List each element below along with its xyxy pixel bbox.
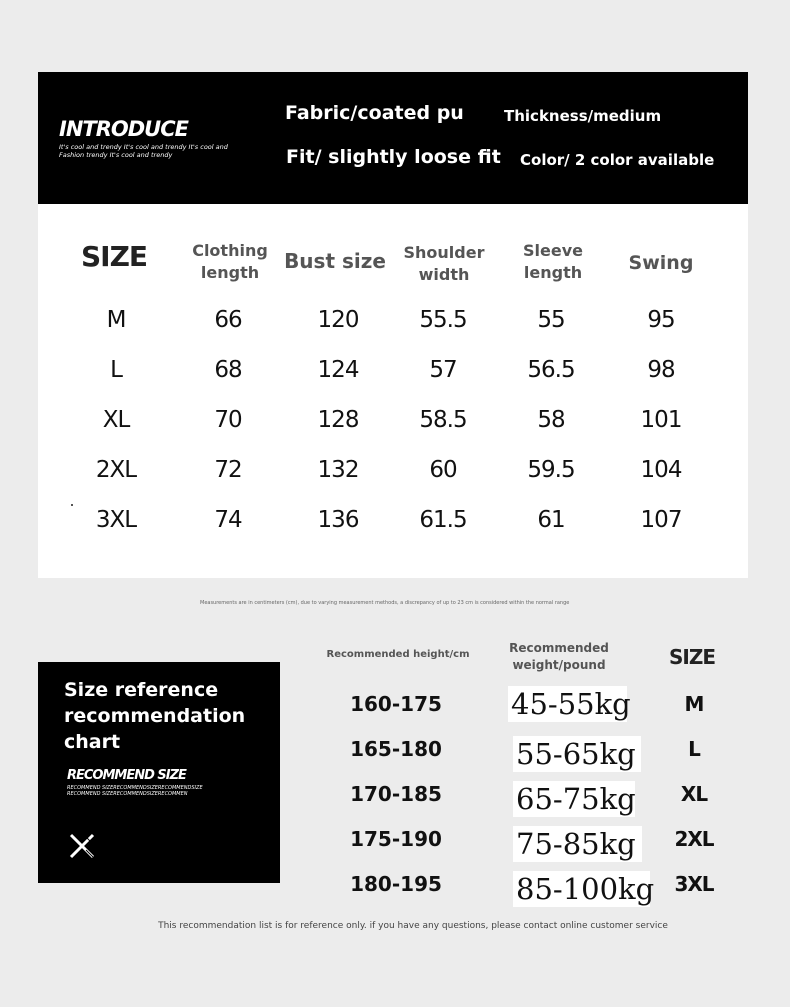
table-cell: 2XL bbox=[95, 457, 137, 483]
color-spec: Color/ 2 color available bbox=[520, 151, 715, 169]
rec-size-value: 3XL bbox=[674, 872, 714, 896]
table-cell: 70 bbox=[214, 407, 242, 433]
table-cell: 95 bbox=[647, 307, 675, 333]
bust-size-header: Bust size bbox=[284, 249, 386, 273]
rec-card-title: Size reference recommendation chart bbox=[64, 679, 246, 753]
size-header: SIZE bbox=[80, 240, 148, 273]
table-cell: 61 bbox=[537, 507, 565, 533]
table-cell: 58 bbox=[537, 407, 565, 433]
size-table bbox=[38, 204, 748, 578]
rec-height-value: 175-190 bbox=[350, 827, 442, 851]
table-cell: 61.5 bbox=[419, 507, 467, 533]
fabric-spec: Fabric/coated pu bbox=[285, 102, 464, 124]
rec-height-value: 180-195 bbox=[350, 872, 442, 896]
measurement-note: Measurements are in centimeters (cm), due to varying measurement methods, a discrepancy of up to 23 cm is considered within the normal range bbox=[200, 600, 570, 606]
clothing-length-header: Clothing length bbox=[192, 241, 268, 282]
rec-weight-value: 85-100kg bbox=[513, 871, 650, 907]
table-cell: 120 bbox=[317, 307, 359, 333]
rec-size-header: SIZE bbox=[668, 645, 716, 669]
table-cell: 107 bbox=[640, 507, 682, 533]
table-cell: M bbox=[106, 307, 126, 333]
rec-weight-value: 65-75kg bbox=[513, 781, 635, 817]
rec-height-header: Recommended height/cm bbox=[326, 649, 470, 660]
fit-spec: Fit/ slightly loose fit bbox=[286, 146, 501, 168]
rec-height-value: 165-180 bbox=[350, 737, 442, 761]
rec-card-tiny-text: RECOMMEND SIZERECOMMENDSIZERECOMMENDSIZE RECOMMEND SIZERECOMMENDSIZERECOMMEN bbox=[67, 785, 203, 797]
table-cell: L bbox=[110, 357, 122, 383]
recommendation-card bbox=[38, 662, 280, 883]
table-cell: 124 bbox=[317, 357, 359, 383]
rec-weight-header: Recommended weight/pound bbox=[509, 641, 609, 672]
intro-header bbox=[38, 72, 748, 204]
rec-height-value: 170-185 bbox=[350, 782, 442, 806]
table-cell: 132 bbox=[317, 457, 359, 483]
table-cell: XL bbox=[102, 407, 130, 433]
rec-height-value: 160-175 bbox=[350, 692, 442, 716]
table-cell: 98 bbox=[647, 357, 675, 383]
table-cell: 136 bbox=[317, 507, 359, 533]
footer-note: This recommendation list is for reference only. if you have any questions, please contact online customer service bbox=[158, 921, 668, 931]
sleeve-length-header: Sleeve length bbox=[523, 241, 583, 282]
table-cell: 66 bbox=[214, 307, 242, 333]
swing-header: Swing bbox=[628, 252, 694, 274]
table-cell: 58.5 bbox=[419, 407, 467, 433]
table-cell: 57 bbox=[429, 357, 457, 383]
rec-card-subtitle: RECOMMEND SIZE bbox=[67, 768, 186, 783]
decorative-dot bbox=[71, 504, 73, 506]
intro-title: INTRODUCE bbox=[59, 117, 188, 141]
table-cell: 128 bbox=[317, 407, 359, 433]
table-cell: 56.5 bbox=[527, 357, 575, 383]
table-cell: 60 bbox=[429, 457, 457, 483]
rec-size-value: M bbox=[684, 692, 704, 716]
cross-x-icon bbox=[68, 832, 96, 860]
rec-size-value: XL bbox=[680, 782, 708, 806]
intro-subtitle: It's cool and trendy It's cool and trendy It's cool and Fashion trendy It's cool and trendy bbox=[59, 143, 228, 159]
table-cell: 104 bbox=[640, 457, 682, 483]
rec-weight-value: 55-65kg bbox=[513, 736, 641, 772]
table-cell: 72 bbox=[214, 457, 242, 483]
table-cell: 101 bbox=[640, 407, 682, 433]
shoulder-width-header: Shoulder width bbox=[403, 243, 485, 284]
rec-weight-value: 45-55kg bbox=[508, 686, 627, 722]
thickness-spec: Thickness/medium bbox=[504, 107, 662, 125]
rec-size-value: L bbox=[688, 737, 700, 761]
rec-size-value: 2XL bbox=[674, 827, 714, 851]
rec-weight-value: 75-85kg bbox=[513, 826, 642, 862]
table-cell: 74 bbox=[214, 507, 242, 533]
table-cell: 59.5 bbox=[527, 457, 575, 483]
table-cell: 55 bbox=[537, 307, 565, 333]
table-cell: 3XL bbox=[95, 507, 137, 533]
table-cell: 55.5 bbox=[419, 307, 467, 333]
table-cell: 68 bbox=[214, 357, 242, 383]
